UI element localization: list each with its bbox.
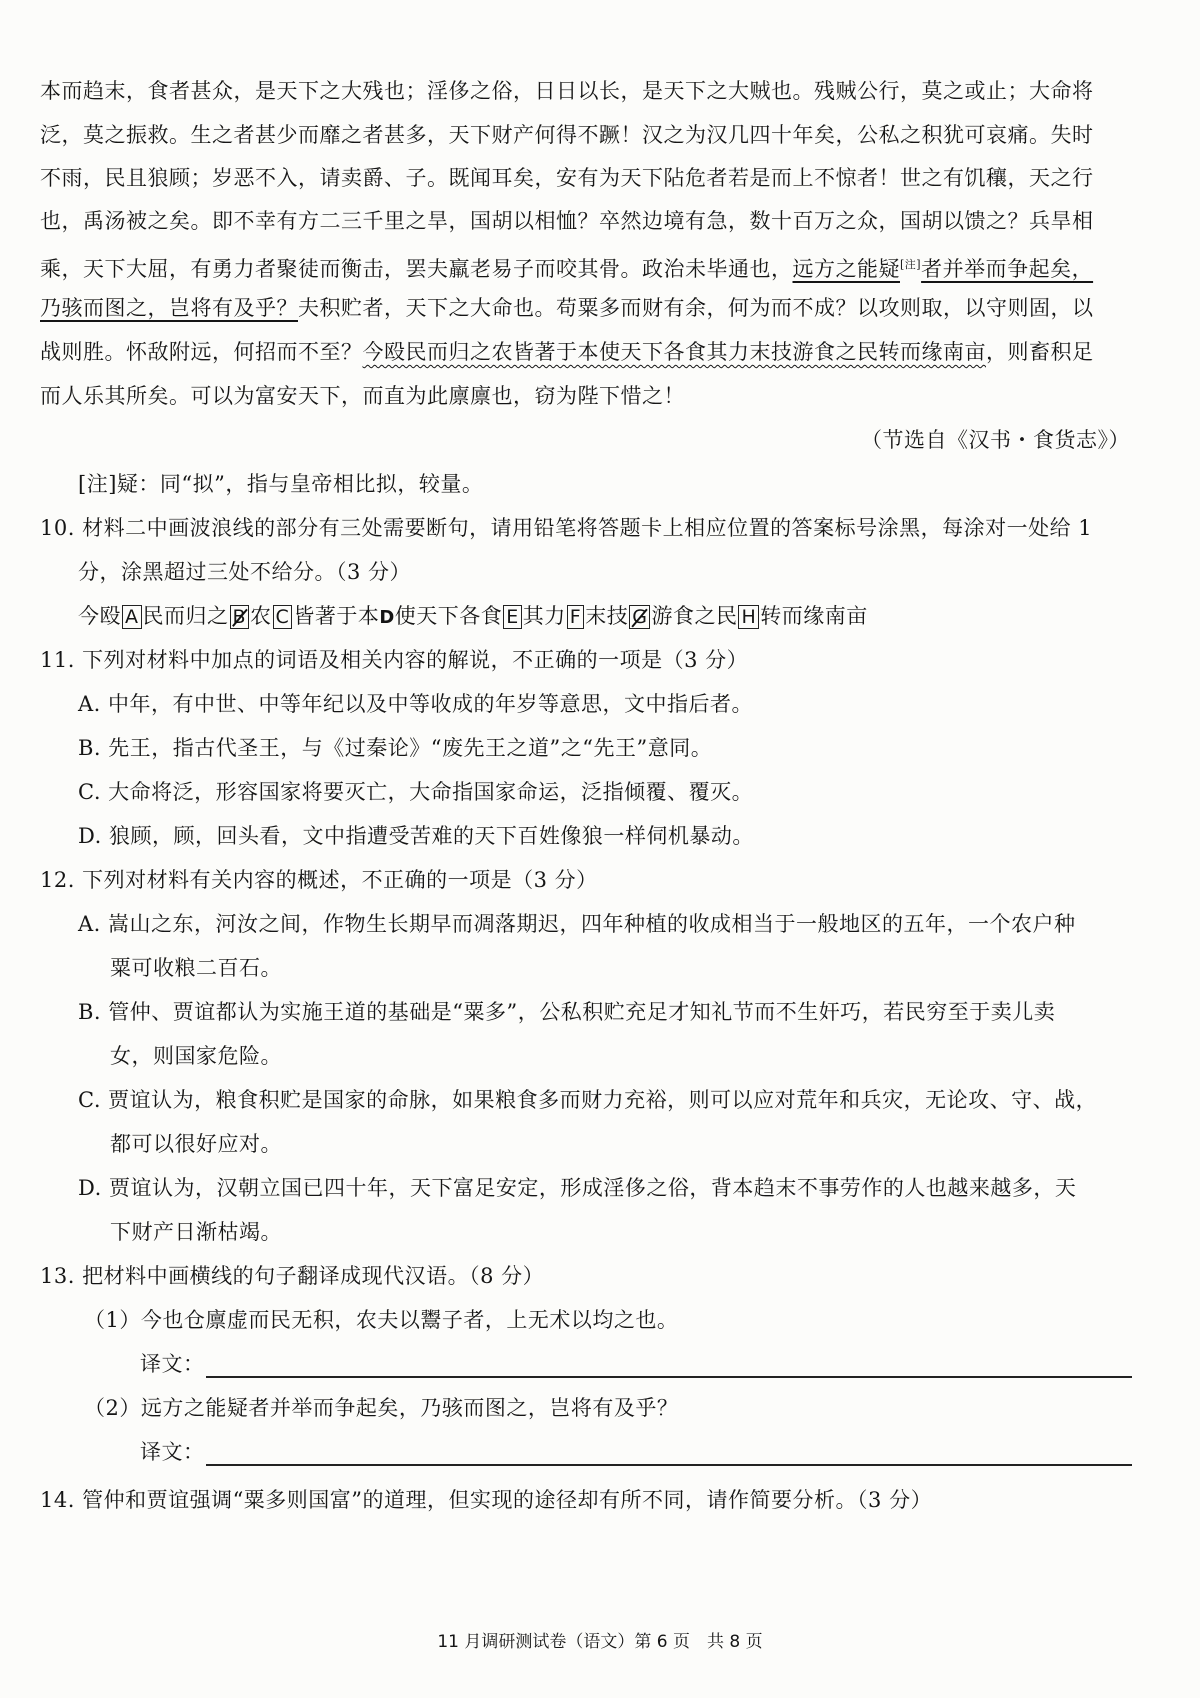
underlined-sentence-part: 乃骇而图之，岂将有及乎？ [40,296,298,320]
segment: 其力 [522,604,566,628]
passage-line-5 [40,250,1165,284]
segment: 今殴 [78,604,121,628]
q10-sentence [78,601,1200,633]
q13-sentence-1: （1）今也仓廪虚而民无积，农夫以鬻子者，上无术以均之也。 [84,1308,679,1332]
segment: 转而缘南亩 [760,604,868,628]
q13-answer-label-1: 译文： [140,1352,205,1376]
segment: 农 [250,604,272,628]
break-mark-d[interactable]: D [379,607,395,628]
q13-sentence-2: （2）远方之能疑者并举而争起矣，乃骇而图之，岂将有及乎？ [84,1396,679,1420]
passage-line-8: 而人乐其所矣。可以为富安天下，而直为此廪廪也，窃为陛下惜之！ [40,384,685,408]
q13-answer-line-1[interactable] [206,1376,1132,1378]
q12-option-a-cont: 粟可收粮二百石。 [110,956,282,980]
q14-stem: 14. 管仲和贾谊强调“粟多则国富”的道理，但实现的途径却有所不同，请作简要分析。（3 分） [40,1488,933,1512]
q12-option-c: C. 贾谊认为，粮食积贮是国家的命脉，如果粮食多而财力充裕，则可以应对荒年和兵灾，无论攻、守、战， [78,1088,1098,1112]
break-mark-b[interactable]: B [230,605,250,629]
passage-line-7 [40,337,1165,367]
segment: 使天下各食 [394,604,503,628]
segment: 末技 [585,604,629,628]
underlined-sentence-part: 者并举而争起矣， [921,257,1094,281]
passage-note: [注]疑：同“拟”，指与皇帝相比拟，较量。 [78,472,484,496]
q12-option-d-cont: 下财产日渐枯竭。 [110,1220,282,1244]
segment: 游食之民 [651,604,738,628]
passage-text: 乘，天下大屈，有勇力者聚徒而衡击，罢夫羸老易子而咬其骨。政治未毕通也， [40,257,793,281]
q13-answer-label-2: 译文： [140,1440,205,1464]
break-mark-e[interactable]: E [503,605,522,629]
q13-answer-line-2[interactable] [206,1464,1132,1466]
break-mark-h[interactable]: H [738,605,759,629]
passage-line-2: 泛，莫之振救。生之者甚少而靡之者甚多，天下财产何得不蹶！汉之为汉几四十年矣，公私之积犹可哀痛。失时 [40,123,1094,147]
q11-option-c: C. 大命将泛，形容国家将要灭亡，大命指国家命运，泛指倾覆、覆灭。 [78,780,754,804]
break-mark-g[interactable]: G [629,605,650,629]
passage-line-3: 不雨，民且狼顾；岁恶不入，请卖爵、子。既闻耳矣，安有为天下阽危者若是而上不惊者！世之有饥穰，天之行 [40,166,1094,190]
note-mark: [注] [900,258,922,271]
q11-option-a: A. 中年，有中世、中等年纪以及中等收成的年岁等意思，文中指后者。 [78,692,754,716]
q13-stem: 13. 把材料中画横线的句子翻译成现代汉语。（8 分） [40,1264,545,1288]
q10-stem-cont: 分，涂黑超过三处不给分。（3 分） [78,560,412,584]
q12-option-b-cont: 女，则国家危险。 [110,1044,282,1068]
segment: 民而归之 [142,604,229,628]
page-footer: 11 月调研测试卷（语文）第 6 页 共 8 页 [437,1632,763,1652]
break-mark-f[interactable]: F [567,605,584,629]
passage-text: ，则畜积足 [986,340,1094,364]
passage-text: 夫积贮者，天下之大命也。苟粟多而财有余，何为而不成？以攻则取，以守则固，以 [298,296,1094,320]
q11-stem: 11. 下列对材料中加点的词语及相关内容的解说，不正确的一项是（3 分） [40,648,749,672]
q11-option-d: D. 狼顾，顾，回头看，文中指遭受苦难的天下百姓像狼一样伺机暴动。 [78,824,754,848]
q12-option-a: A. 嵩山之东，河汝之间，作物生长期早而凋落期迟，四年种植的收成相当于一般地区的五年，一个农户种 [78,912,1076,936]
break-mark-a[interactable]: A [122,605,142,629]
wavy-sentence: 今殴民而归之农皆著于本使天下各食其力末技游食之民转而缘南亩 [362,340,986,364]
underlined-sentence-part: 远方之能疑 [792,257,900,281]
segment: 皆著于本 [293,604,380,628]
passage-text: 战则胜。怀敌附远，何招而不至？ [40,340,363,364]
q12-stem: 12. 下列对材料有关内容的概述，不正确的一项是（3 分） [40,868,598,892]
q12-option-b: B. 管仲、贾谊都认为实施王道的基础是“粟多”，公私积贮充足才知礼节而不生奸巧，若民穷至于卖儿卖 [78,1000,1056,1024]
passage-line-6 [40,293,1165,323]
q12-option-d: D. 贾谊认为，汉朝立国已四十年，天下富足安定，形成淫侈之俗，背本趋末不事劳作的人也越来越多，天 [78,1176,1077,1200]
q10-stem: 10. 材料二中画波浪线的部分有三处需要断句，请用铅笔将答题卡上相应位置的答案标号涂黑，每涂对一处给 1 [40,516,1093,540]
break-mark-c[interactable]: C [273,605,293,629]
passage-line-4: 也，禹汤被之矣。即不幸有方二三千里之旱，国胡以相恤？卒然边境有急，数十百万之众，国胡以馈之？兵旱相 [40,209,1094,233]
passage-source: （节选自《汉书・食货志》） [861,428,1130,452]
passage-line-1: 本而趋末，食者甚众，是天下之大残也；淫侈之俗，日日以长，是天下之大贼也。残贼公行，莫之或止；大命将 [40,79,1094,103]
q12-option-c-cont: 都可以很好应对。 [110,1132,282,1156]
q11-option-b: B. 先王，指古代圣王，与《过秦论》“废先王之道”之“先王”意同。 [78,736,713,760]
